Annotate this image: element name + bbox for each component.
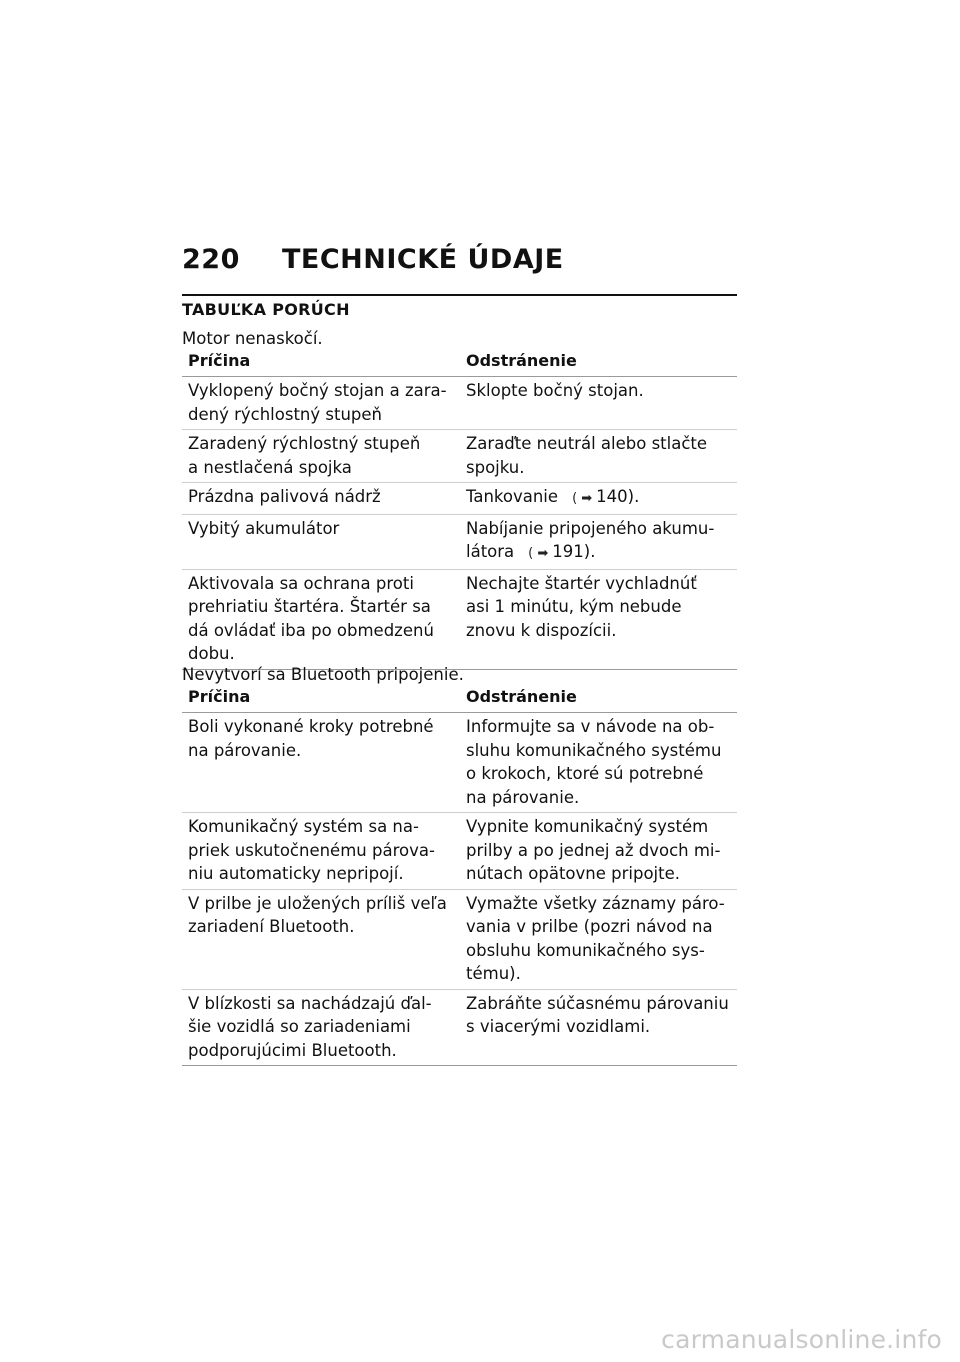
page-reference-arrow-icon: ( ➡ [572, 491, 593, 506]
fault-table-bluetooth [182, 686, 737, 1066]
page-reference-arrow-icon: ( ➡ [528, 546, 549, 561]
fix-cell [460, 889, 737, 989]
fix-text: Vypnite komunikačný systém prilby a po jednej až dvoch mi- nútach opätovne pripojte. [466, 817, 721, 883]
fix-text: Informujte sa v návode na ob- sluhu komunikačného systému o krokoch, ktoré sú potrebné na párovanie. [466, 717, 722, 807]
column-header-cause: Príčina [182, 686, 460, 713]
cause-cell: Komunikačný systém sa na- priek uskutočnenému párova- niu automaticky nepripojí. [182, 813, 460, 890]
fix-cell [460, 813, 737, 890]
table-row [182, 483, 737, 515]
fix-text: Nechajte štartér vychladnúť asi 1 minútu, kým nebude znovu k dispozícii. [466, 573, 697, 640]
table-row [182, 713, 737, 813]
column-header-fix: Odstránenie [460, 686, 737, 713]
cause-cell: Vyklopený bočný stojan a zara- dený rýchlostný stupeň [182, 377, 460, 430]
cause-cell: V prilbe je uložených príliš veľa zariadení Bluetooth. [182, 889, 460, 989]
table-header-row [182, 686, 737, 713]
cause-cell: Boli vykonané kroky potrebné na párovanie. [182, 713, 460, 813]
cause-cell: Vybitý akumulátor [182, 514, 460, 569]
fix-cell [460, 430, 737, 483]
column-header-fix: Odstránenie [460, 350, 737, 377]
header-divider [182, 294, 737, 296]
watermark: carmanualsonline.info [661, 1325, 942, 1354]
fix-text: Nabíjanie pripojeného akumu- látora [466, 518, 715, 561]
problem-title: Motor nenaskočí. [182, 329, 323, 348]
fix-text: Zabráňte súčasnému párovaniu s viacerými vozidlami. [466, 993, 729, 1036]
fix-text: Sklopte bočný stojan. [466, 381, 644, 400]
page-reference[interactable]: 191). [552, 542, 596, 561]
problem-block-engine [182, 327, 737, 670]
table-header-row [182, 350, 737, 377]
cause-cell: V blízkosti sa nachádzajú ďal- šie vozidlá so zariadeniami podporujúcimi Bluetooth. [182, 989, 460, 1066]
fix-cell [460, 514, 737, 569]
table-body [182, 713, 737, 1066]
page-reference[interactable]: 140). [596, 487, 640, 506]
cause-cell: Zaradený rýchlostný stupeň a nestlačená spojka [182, 430, 460, 483]
cause-cell: Aktivovala sa ochrana proti prehriatiu štartéra. Štartér sa dá ovládať iba po obmedzenú dobu. [182, 569, 460, 669]
fix-text: Zaraďte neutrál alebo stlačte spojku. [466, 434, 708, 477]
table-row [182, 569, 737, 669]
fix-cell [460, 569, 737, 669]
page-header [182, 244, 737, 275]
cause-cell: Prázdna palivová nádrž [182, 483, 460, 515]
table-row [182, 889, 737, 989]
fix-text: Tankovanie [466, 487, 559, 506]
fix-text: Vymažte všetky záznamy páro- vania v prilbe (pozri návod na obsluhu komunikačného sys- tému). [466, 893, 725, 983]
column-header-cause: Príčina [182, 350, 460, 377]
fix-cell [460, 377, 737, 430]
problem-title: Nevytvorí sa Bluetooth pripojenie. [182, 665, 464, 684]
fix-cell [460, 989, 737, 1066]
chapter-title: TECHNICKÉ ÚDAJE [282, 244, 564, 275]
table-body [182, 377, 737, 670]
table-row [182, 377, 737, 430]
table-row [182, 813, 737, 890]
fix-cell [460, 713, 737, 813]
section-title: TABUĽKA PORÚCH [182, 300, 350, 319]
fault-table-engine [182, 350, 737, 670]
problem-block-bluetooth [182, 663, 737, 1066]
page-number: 220 [182, 244, 240, 275]
table-row [182, 514, 737, 569]
table-row [182, 430, 737, 483]
fix-cell [460, 483, 737, 515]
table-row [182, 989, 737, 1066]
